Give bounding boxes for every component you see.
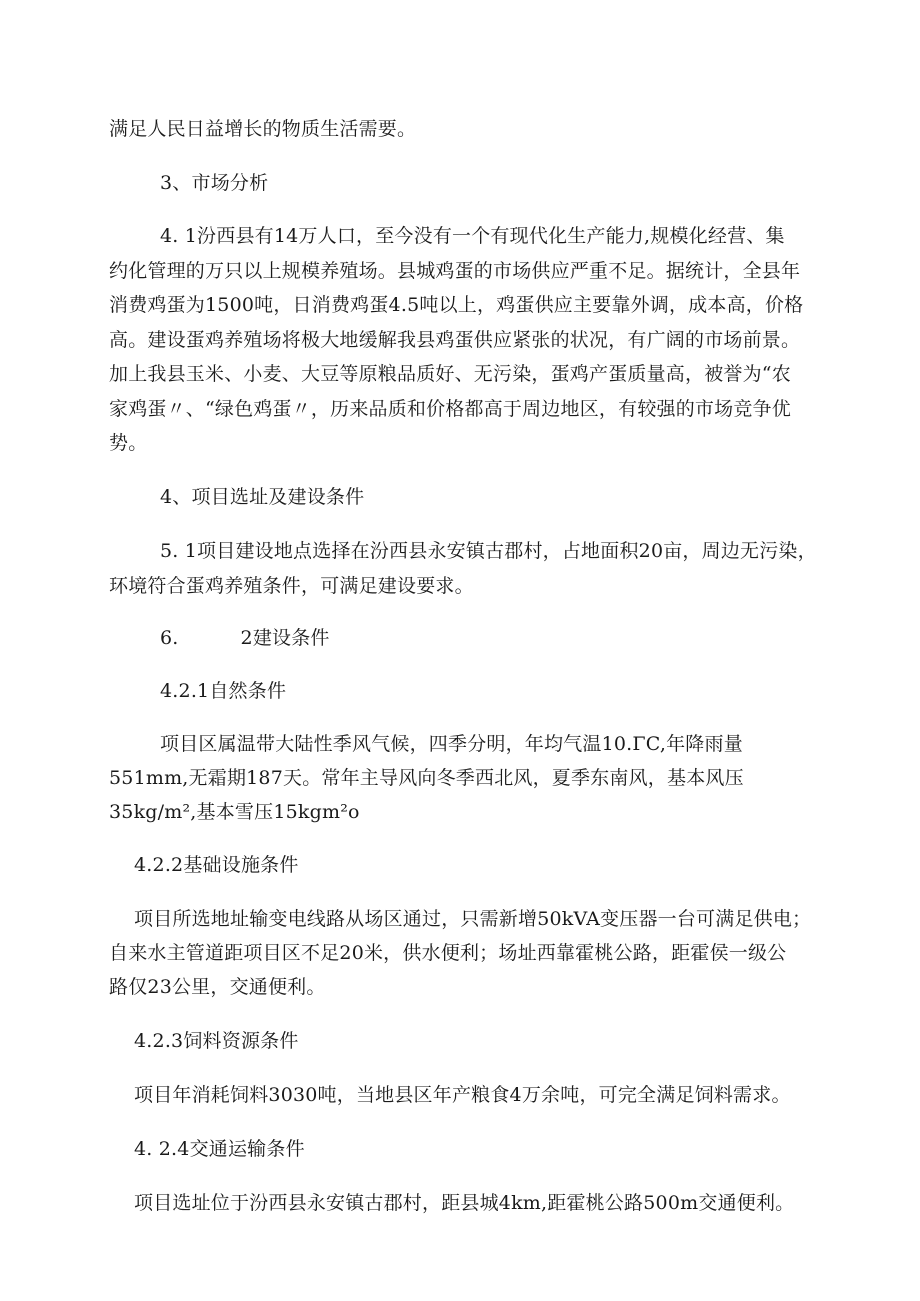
paragraph-feed-resources: 项目年消耗饲料3030吨，当地县区年产粮食4万余吨，可完全满足饲料需求。: [134, 1084, 791, 1106]
heading-infrastructure: 4.2.2基础设施条件: [134, 854, 299, 876]
paragraph-natural-line-3: 35kg/m²,基本雪压15kgm²o: [109, 801, 360, 823]
paragraph-4-1-line-4: 高。建设蛋鸡养殖场将极大地缓解我县鸡蛋供应紧张的状况，有广阔的市场前景。: [109, 329, 801, 351]
paragraph-intro-end: 满足人民日益增长的物质生活需要。: [109, 118, 417, 140]
paragraph-5-1-line-2: 环境符合蛋鸡养殖条件，可满足建设要求。: [109, 575, 474, 597]
paragraph-4-1-line-7: 势。: [109, 432, 148, 454]
paragraph-4-1-line-5: 加上我县玉米、小麦、大豆等原粮品质好、无污染，蛋鸡产蛋质量高，被誉为“农: [109, 363, 791, 385]
paragraph-natural-line-1: 项目区属温带大陆性季风气候，四季分明，年均气温10.ΓC,年降雨量: [160, 733, 743, 755]
paragraph-4-1-line-3: 消费鸡蛋为1500吨，日消费鸡蛋4.5吨以上，鸡蛋供应主要靠外调，成本高，价格: [109, 294, 804, 316]
paragraph-infrastructure-line-3: 路仅23公里，交通便利。: [109, 976, 326, 998]
heading-transportation: 4. 2.4交通运输条件: [134, 1138, 305, 1160]
paragraph-4-1-line-2: 约化管理的万只以上规模养殖场。县城鸡蛋的市场供应严重不足。据统计，全县年: [109, 260, 801, 282]
heading-number: 6.: [160, 627, 179, 649]
heading-site-selection: 4、项目选址及建设条件: [160, 486, 365, 508]
heading-feed-resources: 4.2.3饲料资源条件: [134, 1030, 299, 1052]
heading-market-analysis: 3、市场分析: [160, 172, 269, 194]
paragraph-infrastructure-line-2: 自来水主管道距项目区不足20米，供水便利；场址西靠霍桃公路，距霍侯一级公: [109, 942, 787, 964]
paragraph-5-1-line-1: 5. 1项目建设地点选择在汾西县永安镇古郡村，占地面积20亩，周边无污染，: [160, 540, 817, 562]
paragraph-natural-line-2: 551mm,无霜期187天。常年主导风向冬季西北风，夏季东南风，基本风压: [109, 767, 744, 789]
heading-natural-conditions: 4.2.1自然条件: [160, 680, 287, 702]
heading-text: 2建设条件: [240, 627, 330, 649]
paragraph-4-1-line-1: 4. 1汾西县有14万人口，至今没有一个有现代化生产能力,规模化经营、集: [160, 225, 785, 247]
paragraph-transportation: 项目选址位于汾西县永安镇古郡村，距县城4km,距霍桃公路500m交通便利。: [134, 1192, 795, 1214]
heading-construction-conditions: [160, 627, 330, 649]
paragraph-4-1-line-6: 家鸡蛋〃、“绿色鸡蛋〃，历来品质和价格都高于周边地区，有较强的市场竞争优: [109, 398, 791, 420]
paragraph-infrastructure-line-1: 项目所选地址输变电线路从场区通过，只需新增50kVA变压器一台可满足供电；: [134, 908, 812, 930]
